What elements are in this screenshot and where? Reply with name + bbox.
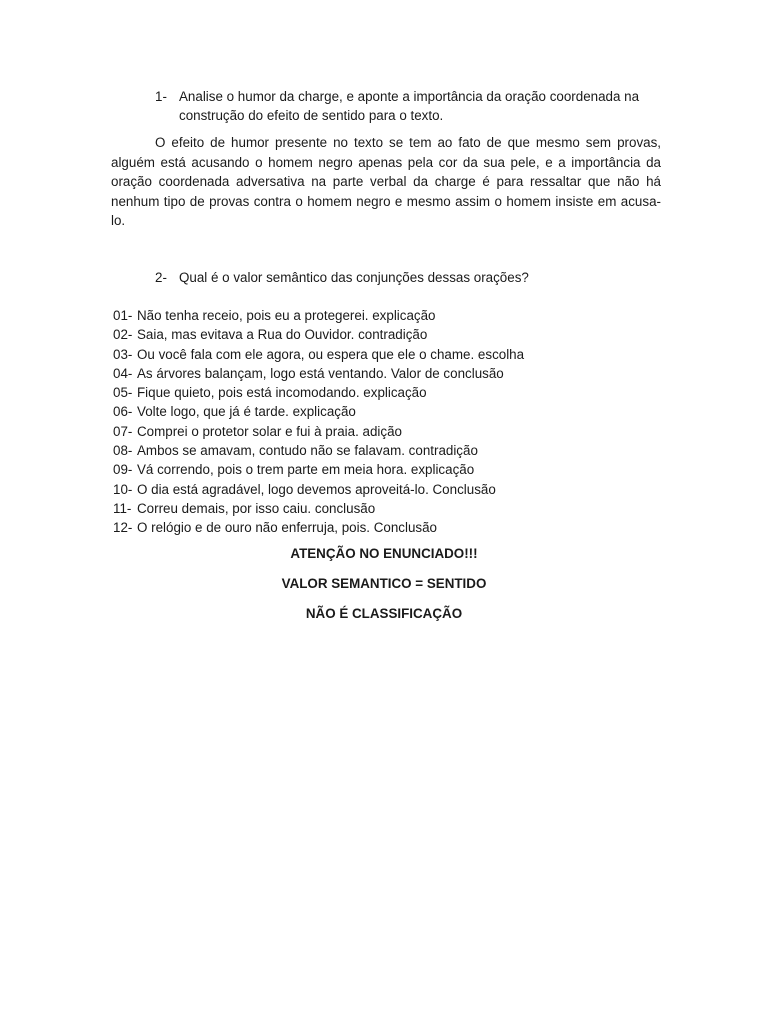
item-number: 11-: [113, 500, 132, 516]
item-text: Comprei o protetor solar e fui à praia. adição: [137, 423, 402, 439]
list-item: [113, 441, 524, 460]
item-number: 03-: [113, 346, 133, 362]
list-item: [113, 422, 524, 441]
sentence-list: [113, 306, 524, 538]
item-number: 04-: [113, 365, 133, 381]
item-text: Saia, mas evitava a Rua do Ouvidor. contradição: [137, 327, 428, 343]
list-item: [113, 499, 524, 518]
item-number: 08-: [113, 443, 133, 459]
list-item: [113, 383, 524, 402]
item-text: Ou você fala com ele agora, ou espera que ele o chame. escolha: [137, 346, 525, 362]
question-number: 2-: [155, 270, 167, 285]
list-item: [113, 402, 524, 421]
item-text: Correu demais, por isso caiu. conclusão: [137, 500, 376, 516]
item-number: 12-: [113, 520, 133, 536]
list-item: [113, 364, 524, 383]
question-2: [155, 268, 649, 287]
question-text: Qual é o valor semântico das conjunções dessas orações?: [179, 270, 529, 285]
answer-paragraph: O efeito de humor presente no texto se tem ao fato de que mesmo sem provas, alguém está acusando o homem negro apenas pela cor da sua pele, e a importância da oração coordenada adversativa na parte verbal da charge é para ressaltar que não há nenhum tipo de provas contra o homem negro e mesmo assim o homem insiste em acusa-lo.: [111, 135, 661, 229]
list-item: [113, 480, 524, 499]
item-number: 07-: [113, 423, 133, 439]
item-text: As árvores balançam, logo está ventando. Valor de conclusão: [137, 365, 504, 381]
list-item: [113, 518, 524, 537]
item-number: 02-: [113, 327, 133, 343]
question-1: [155, 87, 649, 125]
question-text: Analise o humor da charge, e aponte a importância da oração coordenada na construção do efeito de sentido para o texto.: [179, 89, 640, 123]
list-item: [113, 345, 524, 364]
note-attention: ATENÇÃO NO ENUNCIADO!!!: [290, 546, 478, 561]
item-text: Ambos se amavam, contudo não se falavam. contradição: [137, 443, 478, 459]
item-text: Vá correndo, pois o trem parte em meia hora. explicação: [137, 462, 475, 478]
question-number: 1-: [155, 89, 167, 104]
item-text: Volte logo, que já é tarde. explicação: [137, 404, 356, 420]
item-number: 06-: [113, 404, 133, 420]
item-number: 09-: [113, 462, 133, 478]
note-not-classification: NÃO É CLASSIFICAÇÃO: [305, 606, 463, 621]
item-text: O relógio e de ouro não enferruja, pois. Conclusão: [137, 520, 437, 536]
note-semantic-value: VALOR SEMANTICO = SENTIDO: [281, 576, 487, 591]
item-text: O dia está agradável, logo devemos aproveitá-lo. Conclusão: [137, 481, 496, 497]
list-item: [113, 460, 524, 479]
item-number: 05-: [113, 385, 133, 401]
item-number: 01-: [113, 308, 133, 323]
list-item: [113, 325, 524, 344]
item-number: 10-: [113, 481, 133, 497]
item-text: Fique quieto, pois está incomodando. explicação: [137, 385, 427, 401]
list-item: [113, 306, 524, 325]
item-text: Não tenha receio, pois eu a protegerei. explicação: [137, 308, 436, 323]
